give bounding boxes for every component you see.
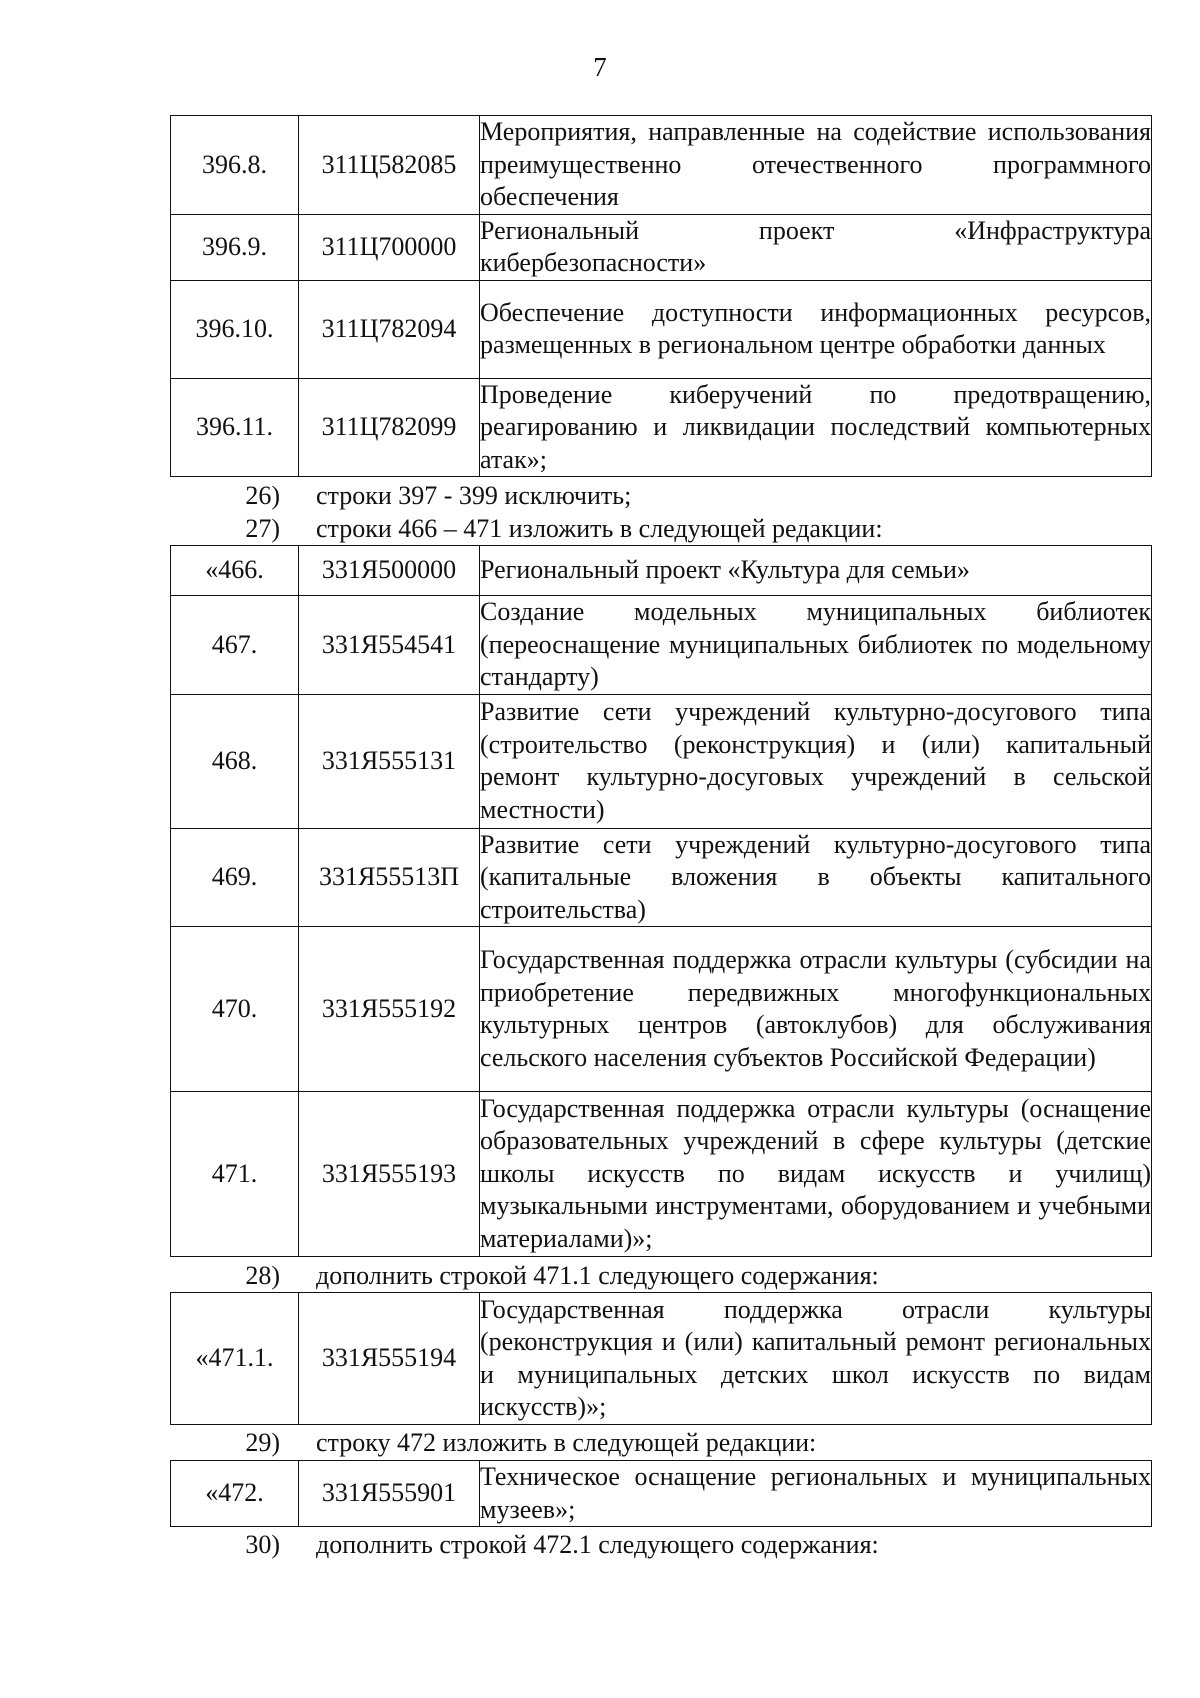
table-row [171,1293,1152,1425]
table-rows-466-471 [170,545,1152,1257]
table-row [171,116,1152,215]
row-description: Мероприятия, направленные на содействие использования преимущественно отечественного программного обеспечения [480,116,1152,215]
list-item-30 [170,1529,1152,1561]
row-description: Региональный проект «Инфраструктура кибербезопасности» [480,214,1152,280]
row-number: 470. [171,927,299,1092]
table-row-471-1 [170,1292,1152,1425]
list-marker: 29) [245,1428,280,1457]
list-text: строку 472 изложить в следующей редакции: [316,1428,817,1457]
budget-code: 331Я500000 [299,546,480,596]
list-text: строки 397 - 399 исключить; [316,481,632,510]
table-rows-396 [170,115,1152,477]
table-row [171,378,1152,477]
budget-code: 331Я555192 [299,927,480,1092]
budget-code: 331Я555194 [299,1293,480,1425]
row-number: 467. [171,596,299,695]
list-item-28 [170,1260,1152,1292]
budget-code: 331Я555193 [299,1092,480,1257]
budget-code: 311Ц700000 [299,214,480,280]
row-description: Государственная поддержка отрасли культуры (реконструкция и (или) капитальный ремонт региональных и муниципальных детских школ искусств по видам искусств)»; [480,1293,1152,1425]
row-description: Техническое оснащение региональных и муниципальных музеев»; [480,1461,1152,1527]
row-number: 396.11. [171,378,299,477]
list-marker: 30) [245,1530,280,1559]
row-description: Обеспечение доступности информационных ресурсов, размещенных в региональном центре обработки данных [480,280,1152,378]
row-number: 469. [171,828,299,927]
table-row [171,546,1152,596]
table-row [171,214,1152,280]
budget-code: 311Ц782094 [299,280,480,378]
budget-code: 331Я555901 [299,1461,480,1527]
list-marker: 26) [245,481,280,510]
row-number: 468. [171,694,299,828]
table-row [171,280,1152,378]
row-number: «472. [171,1461,299,1527]
row-description: Развитие сети учреждений культурно-досугового типа (строительство (реконструкция) и (или) капитальный ремонт культурно-досуговых учреждений в сельской местности) [480,694,1152,828]
row-description: Создание модельных муниципальных библиотек (переоснащение муниципальных библиотек по модельному стандарту) [480,596,1152,695]
row-description: Развитие сети учреждений культурно-досугового типа (капитальные вложения в объекты капитального строительства) [480,828,1152,927]
list-item-27 [170,513,1152,545]
row-description: Региональный проект «Культура для семьи» [480,546,1152,596]
table-row [171,596,1152,695]
table-row [171,828,1152,927]
row-number: 471. [171,1092,299,1257]
list-text: дополнить строкой 472.1 следующего содержания: [316,1530,879,1559]
table-row [171,1461,1152,1527]
row-description: Государственная поддержка отрасли культуры (оснащение образовательных учреждений в сфере культуры (детские школы искусств по видам искусств и училищ) музыкальными инструментами, оборудованием и учебными материалами)»; [480,1092,1152,1257]
budget-code: 331Я55513П [299,828,480,927]
row-number: 396.8. [171,116,299,215]
list-item-26 [170,480,1152,512]
table-row [171,1092,1152,1257]
budget-code: 331Я555131 [299,694,480,828]
list-text: дополнить строкой 471.1 следующего содержания: [316,1261,879,1290]
table-row [171,927,1152,1092]
list-text: строки 466 – 471 изложить в следующей редакции: [316,514,883,543]
page-number: 7 [593,52,607,82]
table-row [171,694,1152,828]
row-description: Государственная поддержка отрасли культуры (субсидии на приобретение передвижных многофункциональных культурных центров (автоклубов) для обслуживания сельского населения субъектов Российской Федерации) [480,927,1152,1092]
budget-code: 311Ц582085 [299,116,480,215]
budget-code: 311Ц782099 [299,378,480,477]
budget-code: 331Я554541 [299,596,480,695]
row-number: 396.10. [171,280,299,378]
list-marker: 28) [245,1261,280,1290]
row-number: «466. [171,546,299,596]
row-number: 396.9. [171,214,299,280]
list-marker: 27) [245,514,280,543]
list-item-29 [170,1427,1152,1459]
row-number: «471.1. [171,1293,299,1425]
table-row-472 [170,1460,1152,1527]
row-description: Проведение киберучений по предотвращению, реагированию и ликвидации последствий компьютерных атак»; [480,378,1152,477]
